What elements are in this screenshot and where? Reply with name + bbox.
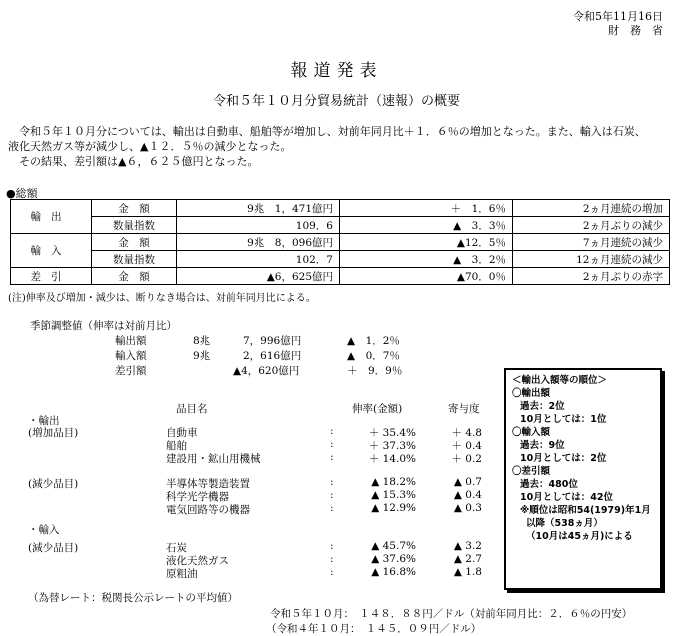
export-amount-pct: ＋ 1．6％ bbox=[340, 200, 513, 217]
item-rate: ▲ 45.7% bbox=[371, 540, 416, 552]
ranking-export-past: 過去：2位 bbox=[520, 401, 565, 412]
totals-table bbox=[10, 199, 670, 285]
page-subtitle: 令和５年１０月分貿易統計（速報）の概要 bbox=[212, 94, 460, 109]
ranking-balance-heading: 〇差引額 bbox=[512, 466, 551, 477]
item-contrib: ▲ 0.4 bbox=[453, 489, 482, 501]
seasonal-pct: ▲ 1．2％ bbox=[347, 335, 400, 347]
item-colon: : bbox=[330, 540, 334, 552]
item-contrib: ▲ 1.8 bbox=[453, 566, 482, 578]
seasonal-label: 差引額 bbox=[115, 365, 147, 377]
item-contrib: ▲ 0.3 bbox=[453, 502, 482, 514]
item-row bbox=[0, 540, 500, 552]
fx-rate-current: 令和５年１０月： １４８．８８円／ドル（対前年同月比：２．６％の円安） bbox=[270, 608, 633, 620]
item-contrib: ＋ 0.2 bbox=[451, 453, 482, 465]
ranking-title: ＜輸出入額等の順位＞ bbox=[512, 375, 608, 386]
ranking-note: 以降（538ヵ月） bbox=[526, 518, 603, 529]
seasonal-label: 輸出額 bbox=[115, 335, 147, 347]
item-name: 半導体等製造装置 bbox=[166, 478, 250, 490]
item-contrib: ▲ 3.2 bbox=[453, 540, 482, 552]
items-header-rate: 伸率(金額) bbox=[352, 403, 403, 415]
seasonal-amount: ▲4，620億円 bbox=[233, 365, 300, 377]
item-row bbox=[0, 553, 500, 565]
ministry-name: 財 務 省 bbox=[608, 24, 663, 37]
export-items-title: ・輸出 bbox=[28, 415, 60, 427]
import-volume: 102．7 bbox=[177, 251, 340, 268]
release-date: 令和5年11月16日 bbox=[573, 10, 663, 23]
row-label: 数量指数 bbox=[92, 217, 177, 234]
item-row bbox=[0, 476, 500, 488]
item-name: 電気回路等の機器 bbox=[166, 504, 250, 516]
item-name: 船舶 bbox=[166, 440, 187, 452]
item-name: 科学光学機器 bbox=[166, 491, 229, 503]
item-name: 液化天然ガス bbox=[166, 555, 229, 567]
balance-group-label: 差引 bbox=[11, 268, 92, 285]
item-contrib: ＋ 4.8 bbox=[451, 427, 482, 439]
item-row bbox=[0, 489, 500, 501]
item-rate: ▲ 16.8% bbox=[371, 566, 416, 578]
item-row bbox=[0, 438, 500, 450]
ranking-export-heading: 〇輸出額 bbox=[512, 388, 551, 399]
item-name: 自動車 bbox=[166, 427, 198, 439]
item-colon: : bbox=[330, 438, 334, 450]
item-rate: ＋ 37.3% bbox=[368, 440, 416, 452]
item-rate: ＋ 14.0% bbox=[368, 453, 416, 465]
item-name: 原粗油 bbox=[166, 568, 198, 580]
item-rate: ▲ 15.3% bbox=[371, 489, 416, 501]
balance-amount-comment: 2ヵ月ぶりの赤字 bbox=[513, 268, 670, 285]
ranking-balance-past: 過去：480位 bbox=[520, 479, 578, 490]
ranking-balance-october: 10月としては：42位 bbox=[520, 492, 613, 503]
item-row bbox=[0, 451, 500, 463]
table-row bbox=[11, 200, 670, 217]
intro-paragraph: 令和５年１０月分については、輸出は自動車、船舶等が増加し、対前年同月比＋１．６％の増加となった。また、輸入は石炭、液化天然ガス等が減少し、▲１２．５％の減少となった。 bbox=[8, 125, 646, 153]
item-colon: : bbox=[330, 425, 334, 437]
ranking-export-october: 10月としては：1位 bbox=[520, 414, 607, 425]
seasonal-amount: 7，996億円 bbox=[243, 335, 302, 347]
export-amount-comment: 2ヵ月連続の増加 bbox=[513, 200, 670, 217]
ranking-box bbox=[504, 368, 662, 590]
page-title: 報道発表 bbox=[290, 61, 383, 81]
balance-amount: ▲6，625億円 bbox=[177, 268, 340, 285]
item-colon: : bbox=[330, 476, 334, 488]
fx-rate-previous: （令和４年１０月： １４５．０９円／ドル） bbox=[266, 623, 482, 635]
row-label: 数量指数 bbox=[92, 251, 177, 268]
item-contrib: ＋ 0.4 bbox=[451, 440, 482, 452]
export-increase-label: (増加品目) bbox=[28, 427, 79, 439]
seasonal-cho: 9兆 bbox=[193, 350, 211, 362]
table-row bbox=[11, 268, 670, 285]
item-rate: ▲ 37.6% bbox=[371, 553, 416, 565]
export-volume: 109．6 bbox=[177, 217, 340, 234]
import-amount-comment: 7ヵ月連続の減少 bbox=[513, 234, 670, 251]
item-rate: ▲ 18.2% bbox=[371, 476, 416, 488]
intro-text bbox=[8, 124, 648, 169]
ranking-note: （10月は45ヵ月)による bbox=[526, 531, 633, 542]
item-colon: : bbox=[330, 553, 334, 565]
item-name: 石炭 bbox=[166, 542, 187, 554]
import-volume-pct: ▲ 3．2％ bbox=[340, 251, 513, 268]
ranking-import-heading: 〇輸入額 bbox=[512, 427, 551, 438]
intro-paragraph: その結果、差引額は▲６，６２５億円となった。 bbox=[8, 155, 259, 168]
seasonal-cho: 8兆 bbox=[193, 335, 211, 347]
seasonal-pct: ▲ 0．7％ bbox=[347, 350, 400, 362]
table-row bbox=[11, 251, 670, 268]
import-group-label: 輸入 bbox=[11, 234, 92, 268]
item-row bbox=[0, 502, 500, 514]
import-amount-pct: ▲12．5％ bbox=[340, 234, 513, 251]
item-row bbox=[0, 425, 500, 437]
import-items-title: ・輸入 bbox=[28, 524, 60, 536]
export-decrease-label: (減少品目) bbox=[28, 478, 79, 490]
ranking-import-october: 10月としては：2位 bbox=[520, 453, 607, 464]
row-label: 金 額 bbox=[92, 234, 177, 251]
item-rate: ＋ 35.4% bbox=[368, 427, 416, 439]
export-group-label: 輸出 bbox=[11, 200, 92, 234]
row-label: 金 額 bbox=[92, 200, 177, 217]
export-volume-comment: 2ヵ月ぶりの減少 bbox=[513, 217, 670, 234]
item-colon: : bbox=[330, 489, 334, 501]
item-colon: : bbox=[330, 502, 334, 514]
item-name: 建設用・鉱山用機械 bbox=[166, 453, 261, 465]
balance-amount-pct: ▲70．0％ bbox=[340, 268, 513, 285]
release-date-block bbox=[573, 10, 663, 38]
seasonal-label: 輸入額 bbox=[115, 350, 147, 362]
item-contrib: ▲ 0.7 bbox=[453, 476, 482, 488]
ranking-import-past: 過去：9位 bbox=[520, 440, 565, 451]
seasonal-amount: 2，616億円 bbox=[243, 350, 302, 362]
item-row bbox=[0, 566, 500, 578]
section-total-heading: ●総額 bbox=[6, 187, 38, 200]
seasonal-pct: ＋ 9．9％ bbox=[347, 365, 403, 377]
import-decrease-label: (減少品目) bbox=[28, 542, 79, 554]
table-row bbox=[11, 234, 670, 251]
seasonal-heading: 季節調整値（伸率は対前月比） bbox=[30, 320, 177, 332]
import-amount: 9兆 8，096億円 bbox=[177, 234, 340, 251]
items-header-name: 品目名 bbox=[176, 403, 208, 415]
items-header-contrib: 寄与度 bbox=[448, 403, 480, 415]
footnote: (注)伸率及び増加・減少は、断りなき場合は、対前年同月比による。 bbox=[8, 293, 316, 304]
table-row bbox=[11, 217, 670, 234]
import-volume-comment: 12ヵ月連続の減少 bbox=[513, 251, 670, 268]
row-label: 金 額 bbox=[92, 268, 177, 285]
item-contrib: ▲ 2.7 bbox=[453, 553, 482, 565]
fx-rate-heading: （為替レート：税関長公示レートの平均値） bbox=[28, 592, 238, 604]
item-colon: : bbox=[330, 566, 334, 578]
export-volume-pct: ▲ 3．3％ bbox=[340, 217, 513, 234]
item-colon: : bbox=[330, 451, 334, 463]
item-rate: ▲ 12.9% bbox=[371, 502, 416, 514]
ranking-note: ※順位は昭和54(1979)年1月 bbox=[520, 505, 651, 516]
export-amount: 9兆 1，471億円 bbox=[177, 200, 340, 217]
